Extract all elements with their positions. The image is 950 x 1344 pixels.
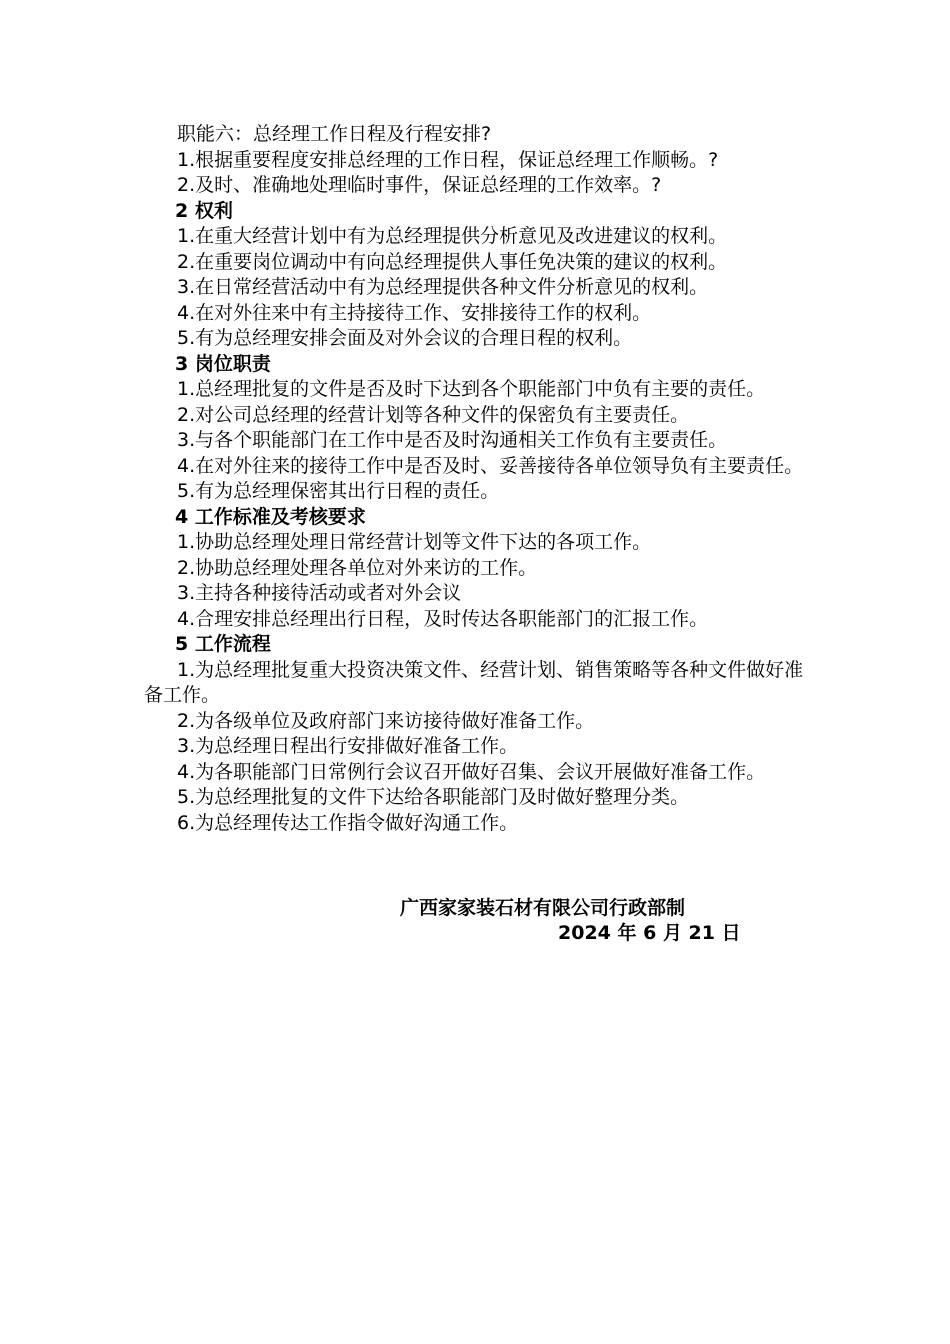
duties-item: 5.有为总经理保密其出行日程的责任。: [177, 480, 500, 502]
document-body: [144, 122, 824, 836]
standards-item: 4.合理安排总经理出行日程，及时传达各职能部门的汇报工作。: [177, 607, 709, 630]
rights-item: 5.有为总经理安排会面及对外会议的合理日程的权利。: [177, 327, 633, 349]
rights-heading: 2 权利: [175, 199, 233, 222]
workflow-item: 6.为总经理传达工作指令做好沟通工作。: [177, 811, 519, 834]
rights-item: 4.在对外往来中有主持接待工作、安排接待工作的权利。: [177, 301, 652, 324]
workflow-item: 5.为总经理批复的文件下达给各职能部门及时做好整理分类。: [177, 786, 690, 808]
workflow-item: 3.为总经理日程出行安排做好准备工作。: [177, 735, 519, 757]
signature-date: 2024 年 6 月 21 日: [558, 922, 741, 944]
duties-item: 4.在对外往来的接待工作中是否及时、妥善接待各单位领导负有主要责任。: [177, 454, 804, 477]
rights-item: 2.在重要岗位调动中有向总经理提供人事任免决策的建议的权利。: [177, 250, 728, 273]
rights-item: 3.在日常经营活动中有为总经理提供各种文件分析意见的权利。: [177, 276, 709, 298]
duties-heading: 3 岗位职责: [175, 352, 271, 375]
workflow-heading: 5 工作流程: [175, 633, 271, 655]
duties-item: 3.与各个职能部门在工作中是否及时沟通相关工作负有主要责任。: [177, 429, 728, 451]
standards-item: 1.协助总经理处理日常经营计划等文件下达的各项工作。: [177, 531, 652, 553]
workflow-item: 4.为各职能部门日常例行会议召开做好召集、会议开展做好准备工作。: [177, 760, 766, 783]
standards-item: 3.主持各种接待活动或者对外会议: [177, 582, 462, 604]
workflow-item: 1.为总经理批复重大投资决策文件、经营计划、销售策略等各种文件做好准备工作。: [144, 658, 804, 706]
section-six-item: 1.根据重要程度安排总经理的工作日程，保证总经理工作顺畅。?: [177, 148, 719, 171]
rights-item: 1.在重大经营计划中有为总经理提供分析意见及改进建议的权利。: [177, 225, 728, 247]
duties-item: 1.总经理批复的文件是否及时下达到各个职能部门中负有主要的责任。: [177, 378, 766, 400]
standards-heading: 4 工作标准及考核要求: [175, 505, 366, 528]
signature-organization: 广西家家装石材有限公司行政部制: [400, 897, 686, 919]
workflow-item: 2.为各级单位及政府部门来访接待做好准备工作。: [177, 709, 595, 732]
section-six-item: 2.及时、准确地处理临时事件，保证总经理的工作效率。?: [177, 174, 662, 196]
duties-item: 2.对公司总经理的经营计划等各种文件的保密负有主要责任。: [177, 403, 690, 426]
section-six-title: 职能六：总经理工作日程及行程安排?: [177, 123, 492, 145]
standards-item: 2.协助总经理处理各单位对外来访的工作。: [177, 556, 538, 579]
